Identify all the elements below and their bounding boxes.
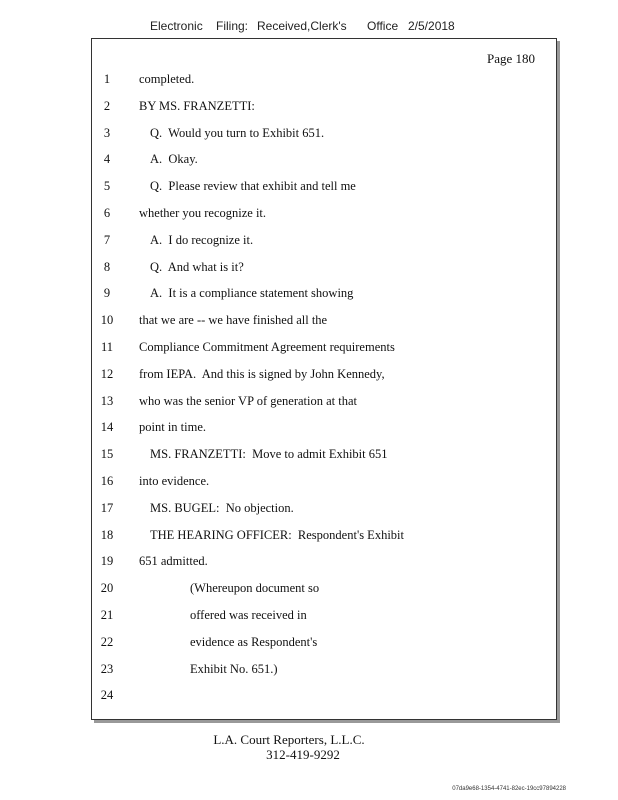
line-text: that we are -- we have finished all the [139,313,328,328]
document-id: 07da9e68-1354-4741-82ec-19cc97894228 [452,786,566,792]
transcript-line [92,688,556,706]
transcript-line [92,126,556,144]
line-number: 3 [103,125,111,140]
transcript-line [92,206,556,224]
transcript-line [92,554,556,572]
transcript-line [92,447,556,465]
transcript-line [92,367,556,385]
footer-phone: 312-419-9292 [266,747,340,762]
line-number: 24 [100,688,114,703]
line-number: 12 [100,366,114,381]
transcript-line [92,313,556,331]
line-number: 11 [100,340,114,354]
line-text: who was the senior VP of generation at that [139,393,358,408]
line-text: A. Okay. [150,152,198,167]
line-number: 9 [103,286,111,301]
line-number: 8 [103,259,111,274]
line-number: 22 [100,634,114,649]
line-text: offered was received in [190,608,307,622]
transcript-line [92,179,556,197]
transcript-line [92,581,556,599]
filing-word-filing: Filing: [216,19,249,33]
page-number: Page 180 [486,51,535,66]
line-text: Compliance Commitment Agreement requirements [139,340,395,354]
footer-company: L.A. Court Reporters, L.L.C. [213,732,365,747]
line-text: point in time. [139,420,207,435]
line-number: 4 [103,152,111,167]
line-number: 14 [100,420,114,435]
line-number: 23 [100,661,114,676]
transcript-line [92,340,556,358]
line-text: Q. Please review that exhibit and tell me [150,179,356,194]
line-text: A. It is a compliance statement showing [150,286,354,301]
transcript-line [92,420,556,438]
transcript-line [92,474,556,492]
line-number: 1 [103,72,111,86]
transcript-line [92,286,556,304]
line-text: THE HEARING OFFICER: Respondent's Exhibit [150,527,404,542]
line-number: 2 [103,98,111,113]
transcript-line [92,662,556,680]
line-number: 20 [100,581,114,596]
line-text: from IEPA. And this is signed by John Kennedy, [139,366,385,381]
line-text: evidence as Respondent's [190,634,318,649]
line-number: 13 [100,393,114,408]
filing-date: 2/5/2018 [408,19,455,33]
filing-word-received: Received,Clerk's [257,19,347,33]
line-number: 6 [103,206,111,220]
line-text: BY MS. FRANZETTI: [139,98,255,113]
line-number: 19 [100,554,114,569]
line-number: 5 [103,179,111,194]
line-text: MS. BUGEL: No objection. [150,500,294,515]
line-number: 18 [100,527,114,542]
line-text: (Whereupon document so [190,581,320,596]
filing-word-office: Office [367,19,399,33]
line-text: Q. And what is it? [150,259,244,274]
line-text: A. I do recognize it. [150,232,254,247]
line-text: MS. FRANZETTI: Move to admit Exhibit 651 [150,447,388,462]
transcript-line [92,233,556,251]
line-text: completed. [139,72,195,86]
line-number: 15 [100,447,114,462]
transcript-line [92,528,556,546]
transcript-line [92,99,556,117]
line-number: 10 [100,313,114,328]
filing-word-electronic: Electronic [150,19,203,33]
transcript-line [92,501,556,519]
line-number: 7 [103,232,111,247]
transcript-line [92,152,556,170]
transcript-line [92,608,556,626]
transcript-line [92,260,556,278]
transcript-line [92,72,556,90]
transcript-line [92,394,556,412]
line-text: Q. Would you turn to Exhibit 651. [150,125,325,140]
line-number: 17 [100,500,114,515]
line-number: 21 [100,608,114,622]
line-text: into evidence. [139,474,210,488]
line-number: 16 [100,474,114,488]
transcript-line [92,635,556,653]
line-text: Exhibit No. 651.) [190,661,278,676]
transcript-page [91,38,557,720]
line-text: 651 admitted. [139,554,208,569]
line-text: whether you recognize it. [139,206,267,220]
